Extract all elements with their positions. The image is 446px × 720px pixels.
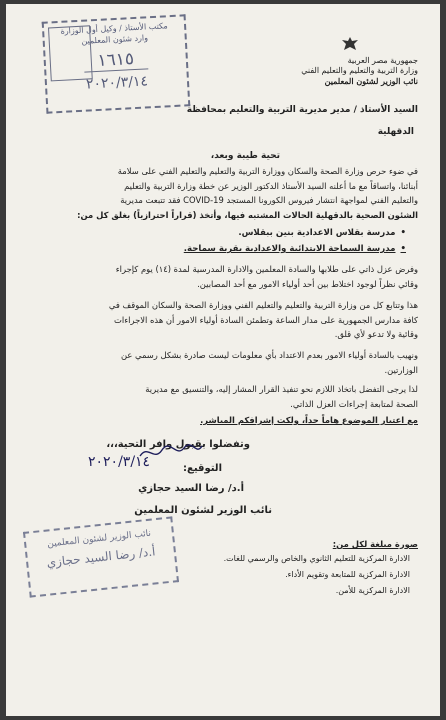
document-page — [6, 4, 440, 716]
header-office: نائب الوزير لشئون المعلمين — [324, 76, 418, 86]
greeting: تحية طيبة وبعد، — [210, 151, 280, 161]
handwritten-date: ٢٠٢٠/٣/١٤ — [88, 454, 151, 470]
paragraph-1-line: في ضوء حرص وزارة الصحة والسكان ووزارة التربية والتعليم والتعليم الفني على سلامة — [117, 166, 418, 176]
header-ministry: وزارة التربية والتعليم والتعليم الفني — [301, 66, 418, 75]
stamp-line1: مكتب الأستاذ / وكيل أول الوزارة — [60, 21, 168, 36]
cc-item-2: الادارة المركزية للمتابعة وتقويم الأداء. — [285, 570, 410, 579]
stamp-line2: وارد شئون المعلمين — [81, 33, 149, 46]
seal-line2: أ.د/ رضا السيد حجازي — [45, 544, 157, 570]
paragraph-3 — [22, 298, 418, 342]
seal-line1: نائب الوزير لشئون المعلمين — [46, 528, 152, 550]
paragraph-5 — [22, 382, 418, 411]
eagle-emblem-icon — [340, 36, 360, 54]
header-country: جمهورية مصر العربية — [347, 56, 418, 65]
cc-item-3: الادارة المركزية للأمن. — [335, 586, 410, 595]
school-item-1: • مدرسة بقلاس الاعدادية بنين ببقلاس. — [238, 228, 406, 238]
addressee-governorate: الدقهلية — [377, 127, 414, 137]
paragraph-5-line: الصحة لمتابعة إجراءات العزل الذاتي. — [290, 398, 418, 409]
school-item-2: • مدرسة السماحة الابتدائية والاعدادية بقرية سماحة. — [184, 244, 406, 254]
stamp-number: ١٦١٥ — [83, 48, 149, 72]
stamp-date: ٢٠٢٠/٣/١٤ — [85, 73, 149, 93]
stamp-box — [48, 25, 93, 81]
paragraph-4-line: ونهيب بالسادة أولياء الامور بعدم الاعتداد بأي معلومات ليست صادرة بشكل رسمي عن — [120, 350, 418, 360]
signature-title: نائب الوزير لشئون المعلمين — [134, 505, 272, 516]
signature-name: أ.د/ رضا السيد حجازي — [138, 483, 244, 494]
paragraph-4 — [22, 348, 418, 377]
paragraph-5-line: لذا يرجى التفضل باتخاذ اللازم نحو تنفيذ القرار المشار إليه، والتنسيق مع مديرية — [145, 384, 418, 394]
paragraph-2 — [22, 262, 418, 291]
paragraph-3-line: هذا وتتابع كل من وزارة التربية والتعليم والتعليم الفني ووزارة الصحة والسكان الموقف في — [108, 300, 418, 310]
paragraph-1-line: الشئون الصحية بالدقهلية الحالات المشتبه فيها، وأتخذ (قراراً احترازياً) بغلق كل من: — [77, 209, 418, 220]
official-seal — [23, 516, 179, 597]
paragraph-1-line: أبنائنا، واتساقاً مع ما أعلنه السيد الأستاذ الدكتور الوزير عن خطة وزارة التربية والتعليم — [124, 180, 418, 191]
closing: وتفضلوا بقبول وافر التحية،،، — [106, 439, 250, 450]
paragraph-4-line: الوزارتين. — [384, 364, 418, 375]
paragraph-3-line: وقائية ولا تدعو لأي قلق. — [334, 329, 418, 340]
paragraph-1 — [22, 164, 418, 222]
signature-label: التوقيع: — [183, 463, 222, 474]
paragraph-2-line: وقائي نظراً لوجود اختلاط بين أحد أولياء الامور مع أحد المصابين. — [197, 278, 418, 289]
paragraph-1-line: والتعليم الفني لمواجهة انتشار فيروس الكورونا المستجد COVID-19 فقد تتبعت مديرية — [120, 195, 418, 206]
cc-item-1: الادارة المركزية للتعليم الثانوي والخاص والرسمي للغات. — [223, 554, 410, 563]
paragraph-3-line: كافة مدارس الجمهورية على مدار الساعة وتطمئن السادة أولياء الامور أن هذه الاجراءات — [114, 314, 418, 325]
paragraph-2-line: وفرض عزل ذاتي على طلابها والسادة المعلمين والادارة المدرسية لمدة (١٤) يوم كإجراء — [115, 264, 418, 274]
cc-title: صورة مبلغة لكل من: — [332, 539, 418, 549]
incoming-stamp — [42, 14, 191, 113]
addressee-line: السيد الأستاذ / مدير مديرية التربية والتعليم بمحافظة — [186, 105, 418, 115]
important-note: مع اعتبار الموضوع هاماً جداً، ولكت إشرافكم المباشر. — [200, 415, 418, 425]
